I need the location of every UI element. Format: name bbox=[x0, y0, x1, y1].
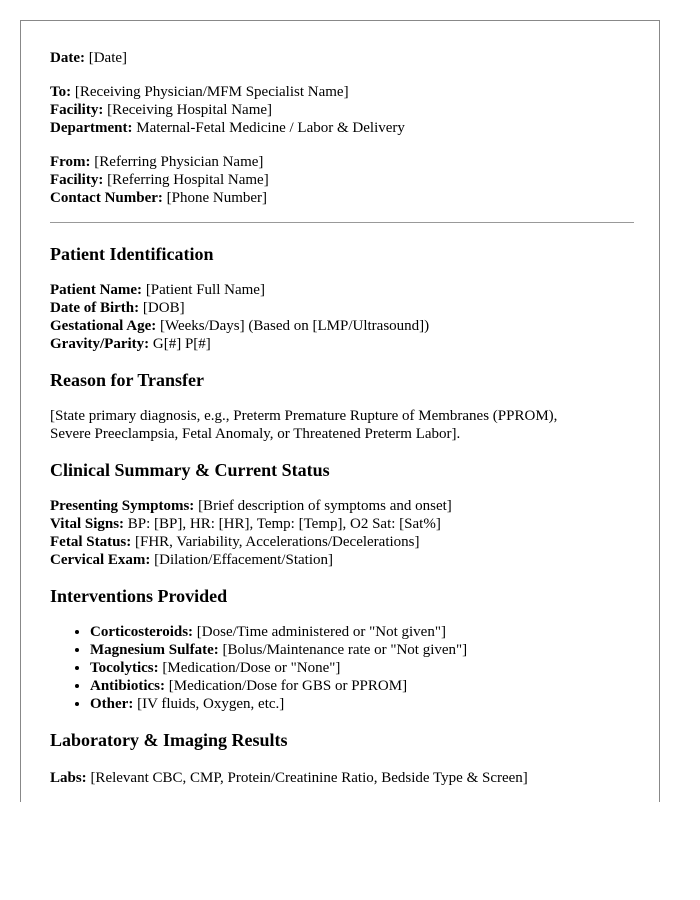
dob-line bbox=[50, 299, 634, 317]
cervical-value: [Dilation/Effacement/Station] bbox=[154, 552, 333, 568]
to-facility-line bbox=[50, 101, 634, 119]
list-item bbox=[90, 695, 634, 713]
intervention-label: Magnesium Sulfate: bbox=[90, 642, 219, 658]
dob-label: Date of Birth: bbox=[50, 300, 140, 316]
from-value: [Referring Physician Name] bbox=[94, 154, 264, 170]
ga-line bbox=[50, 317, 634, 335]
interventions-heading: Interventions Provided bbox=[50, 586, 228, 606]
symptoms-value: [Brief description of symptoms and onset] bbox=[198, 498, 452, 514]
reason-line-2: Severe Preeclampsia, Fetal Anomaly, or Threatened Preterm Labor]. bbox=[50, 426, 461, 442]
contact-label: Contact Number: bbox=[50, 190, 163, 206]
list-item bbox=[90, 623, 634, 641]
intervention-value: [Bolus/Maintenance rate or "Not given"] bbox=[222, 642, 468, 658]
labs-line bbox=[50, 769, 634, 787]
intervention-value: [Medication/Dose or "None"] bbox=[162, 660, 341, 676]
intervention-value: [Medication/Dose for GBS or PPROM] bbox=[168, 678, 408, 694]
symptoms-line bbox=[50, 497, 634, 515]
intervention-label: Corticosteroids: bbox=[90, 624, 194, 640]
from-facility-value: [Referring Hospital Name] bbox=[107, 172, 269, 188]
to-value: [Receiving Physician/MFM Specialist Name] bbox=[74, 84, 349, 100]
ga-label: Gestational Age: bbox=[50, 318, 157, 334]
list-item bbox=[90, 659, 634, 677]
vitals-line bbox=[50, 515, 634, 533]
intervention-value: [IV fluids, Oxygen, etc.] bbox=[137, 696, 285, 712]
patient-name-value: [Patient Full Name] bbox=[145, 282, 265, 298]
from-line bbox=[50, 153, 634, 171]
list-item bbox=[90, 641, 634, 659]
contact-value: [Phone Number] bbox=[166, 190, 268, 206]
ga-value: [Weeks/Days] (Based on [LMP/Ultrasound]) bbox=[160, 318, 430, 334]
gp-label: Gravity/Parity: bbox=[50, 336, 150, 352]
interventions-list bbox=[50, 623, 634, 713]
date-line bbox=[50, 49, 634, 67]
from-facility-line bbox=[50, 171, 634, 189]
sender-block bbox=[50, 153, 634, 207]
to-facility-value: [Receiving Hospital Name] bbox=[107, 102, 273, 118]
to-facility-label: Facility: bbox=[50, 102, 104, 118]
gp-line bbox=[50, 335, 634, 353]
patient-name-line bbox=[50, 281, 634, 299]
gp-value: G[#] P[#] bbox=[152, 336, 211, 352]
from-label: From: bbox=[50, 154, 91, 170]
intervention-label: Tocolytics: bbox=[90, 660, 159, 676]
to-line bbox=[50, 83, 634, 101]
clinical-heading: Clinical Summary & Current Status bbox=[50, 460, 330, 480]
to-label: To: bbox=[50, 84, 72, 100]
divider bbox=[50, 222, 634, 223]
intervention-label: Antibiotics: bbox=[90, 678, 165, 694]
department-value: Maternal-Fetal Medicine / Labor & Delivery bbox=[136, 120, 405, 136]
intervention-value: [Dose/Time administered or "Not given"] bbox=[196, 624, 446, 640]
vitals-label: Vital Signs: bbox=[50, 516, 125, 532]
recipient-block bbox=[50, 83, 634, 137]
date-label: Date: bbox=[50, 50, 85, 66]
fetal-value: [FHR, Variability, Accelerations/Decelerations] bbox=[135, 534, 420, 550]
intervention-label: Other: bbox=[90, 696, 134, 712]
vitals-value: BP: [BP], HR: [HR], Temp: [Temp], O2 Sat: [Sat%] bbox=[127, 516, 441, 532]
labs-value: [Relevant CBC, CMP, Protein/Creatinine Ratio, Bedside Type & Screen] bbox=[90, 770, 528, 786]
reason-paragraph bbox=[50, 407, 634, 443]
contact-line bbox=[50, 189, 634, 207]
clinical-block bbox=[50, 497, 634, 569]
department-label: Department: bbox=[50, 120, 133, 136]
cervical-label: Cervical Exam: bbox=[50, 552, 151, 568]
reason-line-1: [State primary diagnosis, e.g., Preterm Premature Rupture of Membranes (PPROM), bbox=[50, 408, 558, 424]
labs-heading: Laboratory & Imaging Results bbox=[50, 730, 288, 750]
patient-name-label: Patient Name: bbox=[50, 282, 143, 298]
patient-heading: Patient Identification bbox=[50, 244, 214, 264]
document-page bbox=[20, 20, 660, 802]
symptoms-label: Presenting Symptoms: bbox=[50, 498, 195, 514]
fetal-line bbox=[50, 533, 634, 551]
labs-label: Labs: bbox=[50, 770, 87, 786]
date-block bbox=[50, 49, 634, 67]
cervical-line bbox=[50, 551, 634, 569]
list-item bbox=[90, 677, 634, 695]
document-content bbox=[50, 49, 634, 802]
from-facility-label: Facility: bbox=[50, 172, 104, 188]
dob-value: [DOB] bbox=[142, 300, 185, 316]
labs-block bbox=[50, 769, 634, 787]
patient-block bbox=[50, 281, 634, 353]
fetal-label: Fetal Status: bbox=[50, 534, 132, 550]
date-value: [Date] bbox=[88, 50, 128, 66]
department-line bbox=[50, 119, 634, 137]
reason-heading: Reason for Transfer bbox=[50, 370, 204, 390]
